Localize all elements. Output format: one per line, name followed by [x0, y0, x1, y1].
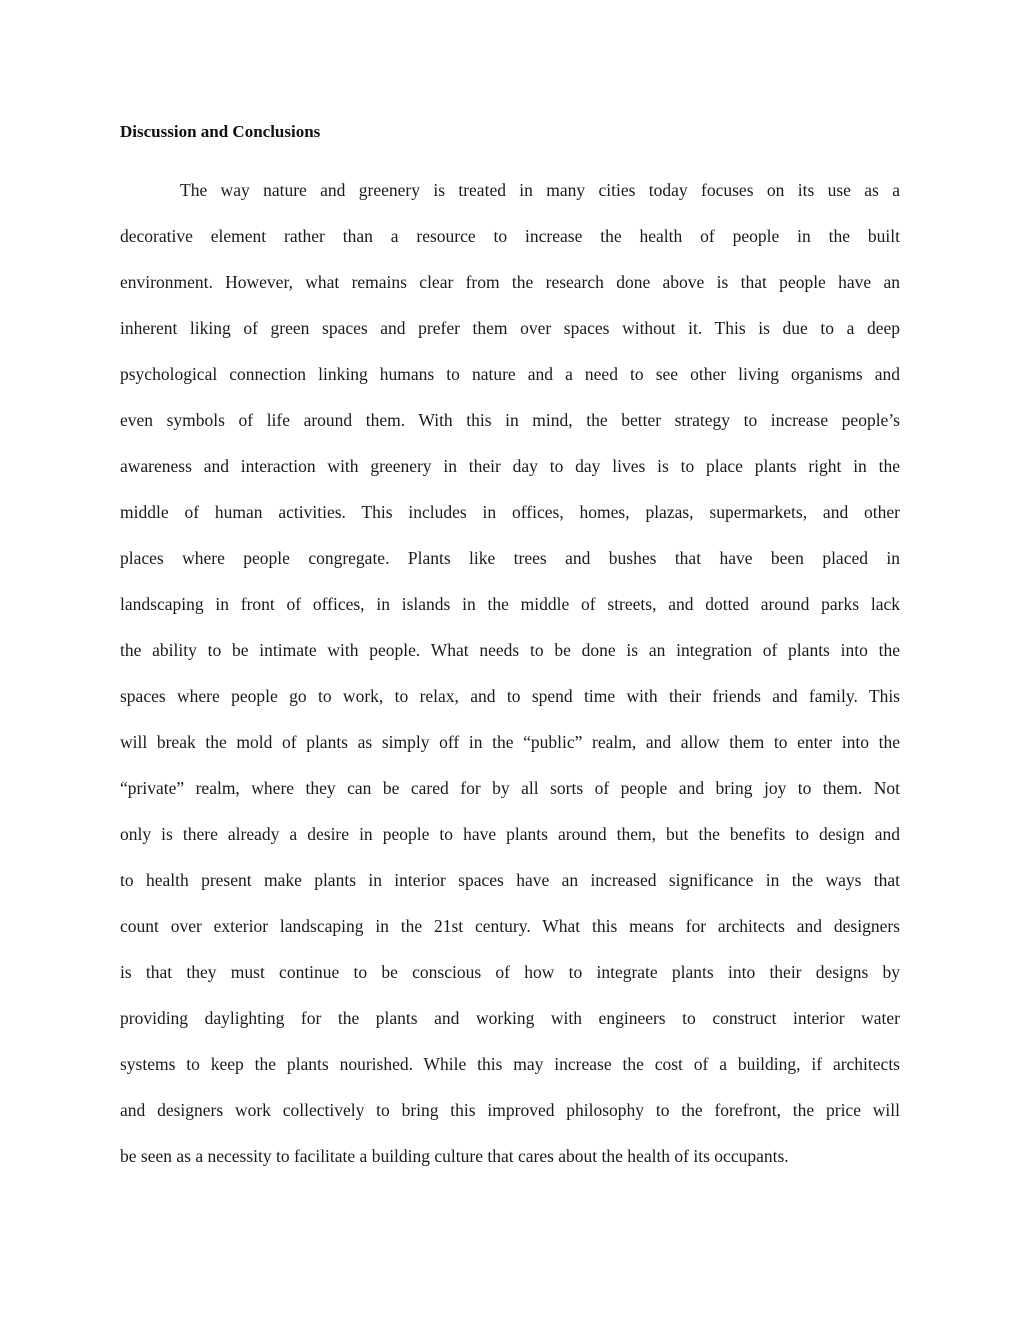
paragraph-line: is that they must continue to be conscious of how to integrate plants into their designs by [120, 962, 900, 982]
paragraph-line: to health present make plants in interior spaces have an increased significance in the ways that [120, 870, 900, 890]
paragraph-line: middle of human activities. This includes in offices, homes, plazas, supermarkets, and other [120, 502, 900, 522]
paragraph-line: awareness and interaction with greenery in their day to day lives is to place plants right in the [120, 456, 900, 476]
paragraph-line: and designers work collectively to bring this improved philosophy to the forefront, the price will [120, 1100, 900, 1120]
paragraph-line: spaces where people go to work, to relax, and to spend time with their friends and family. This [120, 686, 900, 706]
paragraph-line: even symbols of life around them. With this in mind, the better strategy to increase people’s [120, 410, 900, 430]
paragraph-line: environment. However, what remains clear from the research done above is that people have an [120, 272, 900, 292]
paragraph-line: be seen as a necessity to facilitate a building culture that cares about the health of its occupants. [120, 1146, 789, 1166]
paragraph-line: places where people congregate. Plants like trees and bushes that have been placed in [120, 548, 900, 568]
paragraph-line: landscaping in front of offices, in islands in the middle of streets, and dotted around parks lack [120, 594, 900, 614]
paragraph-line: inherent liking of green spaces and prefer them over spaces without it. This is due to a deep [120, 318, 900, 338]
paragraph-line: count over exterior landscaping in the 21st century. What this means for architects and designers [120, 916, 900, 936]
paragraph-line: will break the mold of plants as simply off in the “public” realm, and allow them to enter into the [120, 732, 900, 752]
paragraph-line: decorative element rather than a resource to increase the health of people in the built [120, 226, 900, 246]
paragraph-line: only is there already a desire in people to have plants around them, but the benefits to design and [120, 824, 900, 844]
paragraph-line: “private” realm, where they can be cared for by all sorts of people and bring joy to them. Not [120, 778, 900, 798]
paragraph-line: psychological connection linking humans to nature and a need to see other living organisms and [120, 364, 900, 384]
paragraph-line: the ability to be intimate with people. What needs to be done is an integration of plants into the [120, 640, 900, 660]
paragraph-line: providing daylighting for the plants and working with engineers to construct interior water [120, 1008, 900, 1028]
body-paragraph [120, 167, 900, 1179]
paragraph-line: systems to keep the plants nourished. While this may increase the cost of a building, if architects [120, 1054, 900, 1074]
section-heading: Discussion and Conclusions [120, 122, 321, 141]
paragraph-line: The way nature and greenery is treated in many cities today focuses on its use as a [180, 180, 900, 200]
